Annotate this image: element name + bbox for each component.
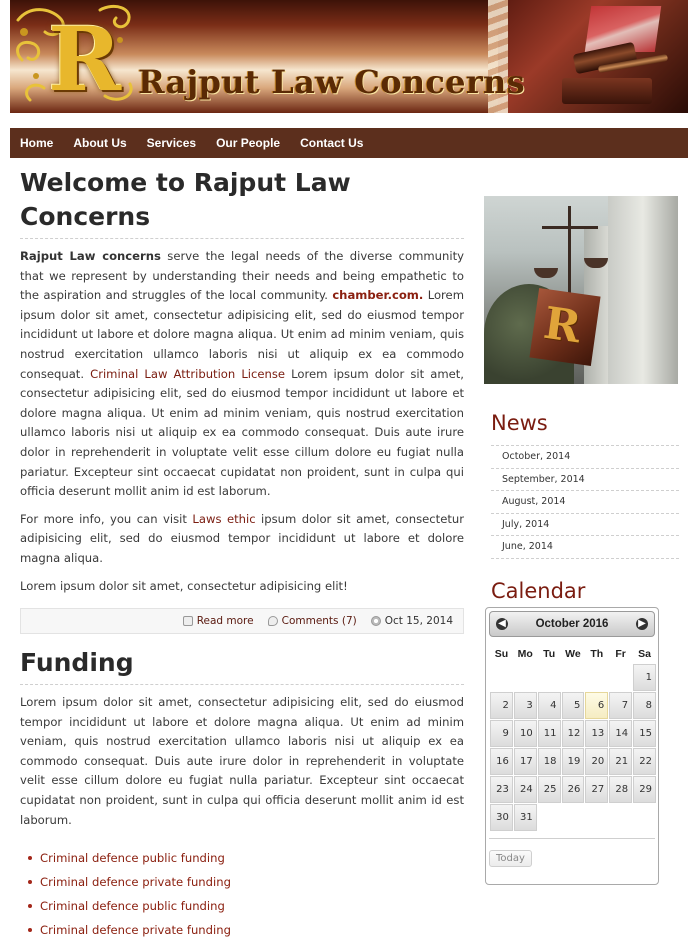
news-item: [491, 469, 679, 492]
news-heading: News: [491, 411, 548, 435]
post-title: Welcome to Rajput Law Concerns: [20, 166, 464, 239]
text-span: serve the legal needs of the diverse community that we represent by understanding their needs and being empathetic to the aspiration and struggles of the local community.: [20, 249, 465, 303]
news-link[interactable]: October, 2014: [502, 451, 571, 462]
scales-beam-graphic: [542, 226, 598, 229]
news-item: [491, 445, 679, 469]
calendar-day[interactable]: 11: [538, 720, 561, 747]
weekday-header: Sa: [638, 648, 651, 660]
text-span: For more info, you can visit: [20, 511, 193, 526]
funding-link[interactable]: Criminal defence private funding: [40, 923, 231, 938]
company-name: Rajput Law concerns: [20, 249, 161, 263]
calendar-day[interactable]: 19: [562, 748, 585, 775]
weekday-header: Su: [494, 648, 509, 660]
nav-contact-us[interactable]: Contact Us: [300, 136, 364, 150]
news-link[interactable]: August, 2014: [502, 496, 566, 507]
calendar-day[interactable]: 7: [609, 692, 632, 719]
today-button[interactable]: Today: [489, 850, 532, 867]
news-link[interactable]: July, 2014: [502, 518, 550, 530]
funding-link[interactable]: Criminal defence private funding: [40, 875, 231, 890]
read-more-link[interactable]: [183, 615, 254, 627]
calendar-day[interactable]: 18: [538, 748, 561, 775]
calendar-day[interactable]: 23: [490, 776, 513, 803]
calendar-empty-cell: [538, 664, 561, 691]
calendar-grid: [489, 644, 657, 832]
calendar-widget: [485, 607, 659, 885]
calendar-week: [490, 804, 656, 831]
news-link[interactable]: June, 2014: [502, 541, 553, 552]
nav-services[interactable]: Services: [146, 136, 197, 150]
calendar-day[interactable]: 26: [562, 776, 585, 803]
license-link[interactable]: Criminal Law Attribution License: [90, 366, 286, 381]
calendar-footer: [489, 838, 655, 867]
chamber-link[interactable]: chamber.com.: [332, 288, 424, 303]
funding-link[interactable]: Criminal defence public funding: [40, 899, 225, 914]
justice-scales-photo: [484, 196, 678, 384]
main-nav: [10, 128, 688, 158]
calendar-day[interactable]: 1: [633, 664, 656, 691]
read-more-label: Read more: [196, 615, 254, 628]
calendar-empty-cell: [609, 804, 632, 831]
text-span: Lorem ipsum dolor sit amet, consectetur adipisicing elit, sed do eiusmod tempor incididunt ut labore et dolore magna aliqua. Ut enim ad minim veniam, quis nostrud exercitation ullamco laboris nisi ut aliquip ex ea commodo consequat.: [20, 288, 464, 381]
calendar-day[interactable]: 29: [633, 776, 656, 803]
calendar-week: [490, 748, 656, 775]
next-month-icon[interactable]: ▶: [636, 618, 648, 630]
comment-icon: [268, 616, 278, 626]
calendar-week: [490, 692, 656, 719]
laws-ethic-link[interactable]: Laws ethic: [192, 511, 256, 526]
calendar-header: [489, 611, 655, 637]
calendar-week: [490, 720, 656, 747]
news-link[interactable]: September, 2014: [502, 473, 585, 485]
gavel-photo: [498, 0, 688, 113]
post-paragraph: [20, 247, 464, 502]
post-paragraph: Lorem ipsum dolor sit amet, consectetur adipisicing elit!: [20, 578, 348, 593]
list-item: [40, 894, 464, 918]
calendar-day[interactable]: 15: [633, 720, 656, 747]
calendar-day[interactable]: 22: [633, 748, 656, 775]
funding-link[interactable]: Criminal defence public funding: [40, 851, 225, 866]
calendar-day[interactable]: 10: [514, 720, 537, 747]
calendar-empty-cell: [585, 664, 608, 691]
funding-paragraph: Lorem ipsum dolor sit amet, consectetur adipisicing elit, sed do eiusmod tempor incididunt ut labore et dolore magna aliqua. Ut enim ad minim veniam, quis nostrud exercitation ullamco laboris nisi ut aliquip ex ea commodo consequat. Duis aute irure dolor in reprehenderit in voluptate velit esse cillum dolore eu fugiat nulla pariatur. Excepteur sint occaecat cupidatat non proident, sunt in culpa qui officia deserunt mollit anim id est laborum.: [20, 695, 464, 827]
post-meta-bar: [20, 608, 464, 634]
post-date-label: Oct 15, 2014: [384, 615, 453, 628]
news-list: [491, 445, 679, 559]
site-banner: [10, 0, 688, 113]
calendar-day[interactable]: 30: [490, 804, 513, 831]
scales-pan-graphic: [534, 268, 558, 278]
news-item: [491, 536, 679, 559]
calendar-day[interactable]: 25: [538, 776, 561, 803]
weekday-header: Th: [590, 648, 604, 660]
calendar-day-today[interactable]: 6: [585, 692, 608, 719]
gavel-block-graphic: [562, 78, 652, 104]
calendar-heading: Calendar: [491, 578, 586, 603]
calendar-empty-cell: [562, 804, 585, 831]
text-span: ipsum dolor sit amet, consectetur adipisicing elit, sed do eiusmod tempor incididunt ut labore et dolore magna aliqua.: [20, 511, 464, 565]
calendar-day[interactable]: 5: [562, 692, 585, 719]
calendar-week: [490, 664, 656, 691]
list-item: [40, 918, 464, 942]
calendar-empty-cell: [633, 804, 656, 831]
weekday-header: Fr: [615, 648, 626, 660]
document-icon: [183, 616, 193, 626]
list-item: [40, 846, 464, 870]
calendar-day[interactable]: 9: [490, 720, 513, 747]
site-title: [138, 64, 525, 100]
nav-our-people[interactable]: Our People: [216, 136, 281, 150]
calendar-day[interactable]: 4: [538, 692, 561, 719]
main-content: [20, 166, 464, 942]
calendar-day[interactable]: 16: [490, 748, 513, 775]
calendar-empty-cell: [609, 664, 632, 691]
weekday-header: Mo: [517, 648, 533, 660]
news-item: [491, 514, 679, 537]
calendar-day[interactable]: 20: [585, 748, 608, 775]
prev-month-icon[interactable]: ◀: [496, 618, 508, 630]
post-date: [371, 615, 453, 627]
cube-letter: R: [540, 297, 584, 354]
comments-link[interactable]: [268, 615, 357, 627]
calendar-month: October 2016: [535, 618, 609, 630]
funding-title: Funding: [20, 646, 464, 685]
calendar-day[interactable]: 8: [633, 692, 656, 719]
calendar-day[interactable]: 13: [585, 720, 608, 747]
clock-icon: [371, 616, 381, 626]
calendar-empty-cell: [538, 804, 561, 831]
calendar-day[interactable]: 31: [514, 804, 537, 831]
calendar-week: [490, 776, 656, 803]
text-span: Lorem ipsum dolor sit amet, consectetur adipisicing elit, sed do eiusmod tempor incididunt ut labore et dolore magna aliqua. Ut enim ad minim veniam, quis nostrud exercitation ullamco laboris nisi ut aliquip ex ea commodo consequat. Duis aute irure dolor in reprehenderit in voluptate velit esse cillum dolore eu fugiat nulla pariatur. Excepteur sint occaecat cupidatat non proident, sunt in culpa qui officia deserunt mollit anim id est laborum.: [20, 366, 464, 499]
calendar-empty-cell: [562, 664, 585, 691]
calendar-empty-cell: [585, 804, 608, 831]
calendar-day[interactable]: 28: [609, 776, 632, 803]
sidebar: [484, 196, 680, 605]
news-item: [491, 491, 679, 514]
calendar-day[interactable]: 24: [514, 776, 537, 803]
funding-links: [40, 846, 464, 942]
calendar-day[interactable]: 12: [562, 720, 585, 747]
logo-letter: R: [48, 7, 122, 111]
comments-label: Comments (7): [281, 615, 357, 628]
site-title-text: Rajput Law Concerns: [138, 63, 525, 101]
building-graphic: [608, 196, 678, 384]
calendar-day[interactable]: 21: [609, 748, 632, 775]
calendar-empty-cell: [490, 664, 513, 691]
nav-about-us[interactable]: About Us: [73, 136, 127, 150]
calendar-day[interactable]: 2: [490, 692, 513, 719]
calendar-empty-cell: [514, 664, 537, 691]
post-paragraph: [20, 510, 464, 569]
nav-home[interactable]: Home: [20, 136, 54, 150]
weekday-header: We: [565, 648, 581, 660]
calendar-day[interactable]: 3: [514, 692, 537, 719]
calendar-day[interactable]: 17: [514, 748, 537, 775]
list-item: [40, 870, 464, 894]
weekday-header: Tu: [543, 648, 556, 660]
calendar-day[interactable]: 14: [609, 720, 632, 747]
calendar-day[interactable]: 27: [585, 776, 608, 803]
